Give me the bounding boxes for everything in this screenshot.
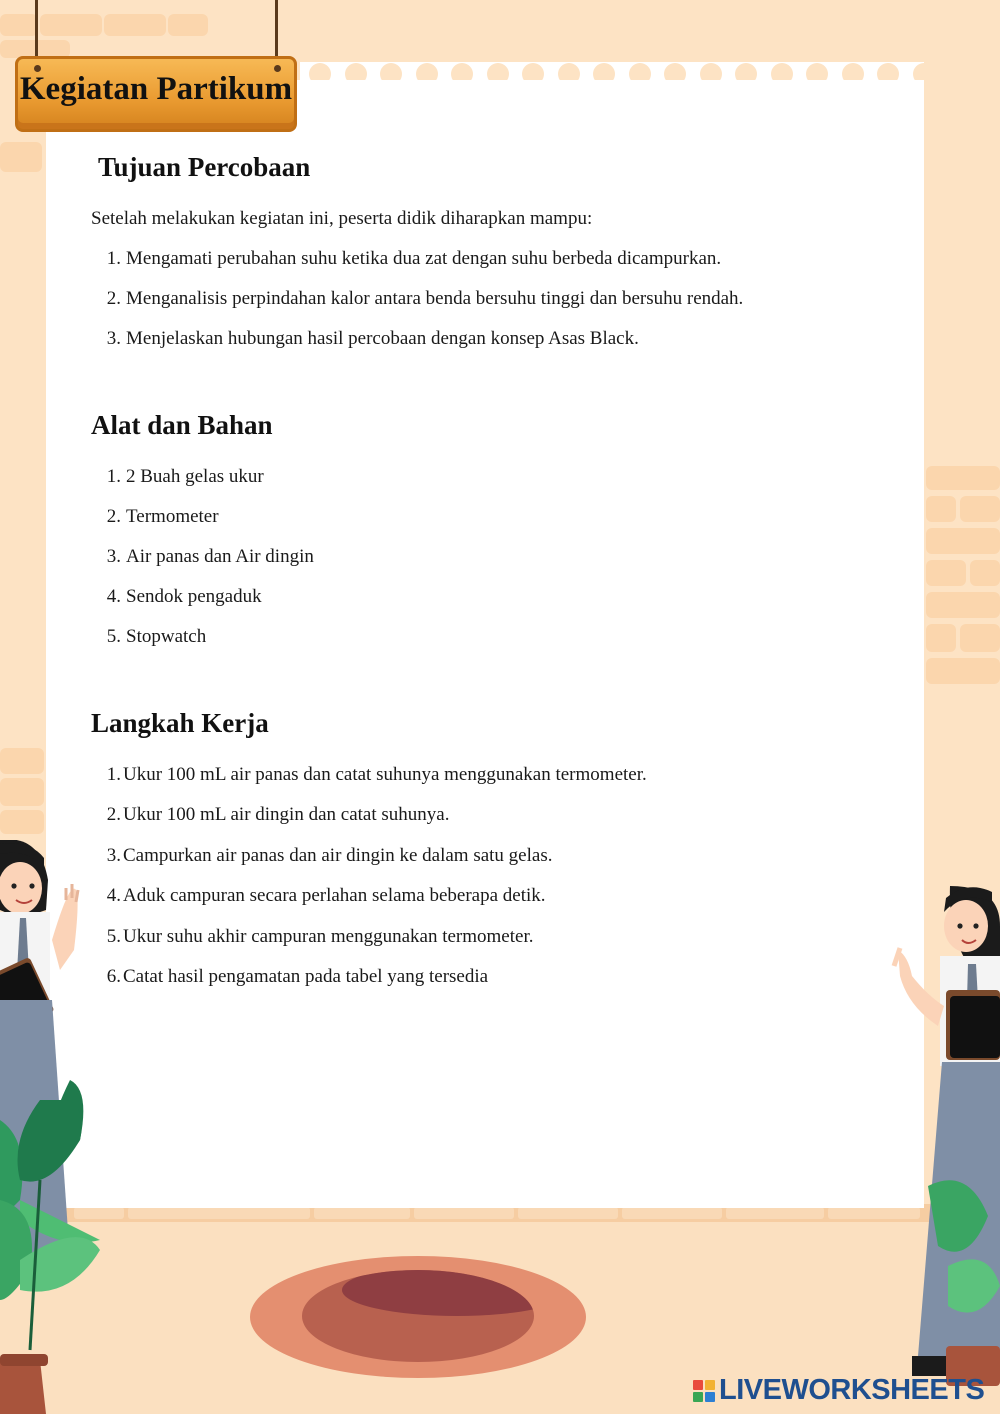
heading-tujuan: Tujuan Percobaan — [98, 152, 311, 182]
list-item: 2. Termometer — [106, 506, 219, 527]
student-right-illustration — [888, 886, 1000, 1386]
sign-rope-left — [35, 0, 38, 64]
liveworksheets-watermark — [693, 1374, 984, 1407]
list-item: 3. Menjelaskan hubungan hasil percobaan dengan konsep Asas Black. — [106, 328, 639, 349]
list-item: 4. Aduk campuran secara perlahan selama beberapa detik. — [106, 885, 546, 906]
list-item: 4. Sendok pengaduk — [106, 586, 262, 607]
title-sign — [15, 56, 297, 132]
list-item: 3. Campurkan air panas dan air dingin ke dalam satu gelas. — [106, 845, 553, 866]
list-item: 5. Stopwatch — [106, 626, 207, 647]
heading-alat-bahan: Alat dan Bahan — [91, 410, 273, 440]
rug-center — [302, 1270, 534, 1362]
list-item: 1. Ukur 100 mL air panas dan catat suhunya menggunakan termometer. — [106, 764, 647, 785]
list-item: 1. Mengamati perubahan suhu ketika dua zat dengan suhu berbeda dicampurkan. — [106, 248, 722, 269]
page-title: Kegiatan Partikum — [19, 71, 293, 107]
list-item: 3. Air panas dan Air dingin — [106, 546, 314, 567]
plant-left-illustration — [0, 1100, 110, 1414]
liveworksheets-logo-icon — [693, 1380, 715, 1402]
list-item: 2. Ukur 100 mL air dingin dan catat suhunya. — [106, 804, 450, 825]
watermark-text: LIVEWORKSHEETS — [719, 1374, 985, 1406]
list-item: 5. Ukur suhu akhir campuran menggunakan termometer. — [106, 926, 534, 947]
list-item: 6. Catat hasil pengamatan pada tabel yang tersedia — [106, 966, 489, 987]
tujuan-intro: Setelah melakukan kegiatan ini, peserta didik diharapkan mampu: — [91, 208, 593, 229]
list-item: 1. 2 Buah gelas ukur — [106, 466, 264, 487]
heading-langkah-kerja: Langkah Kerja — [91, 708, 269, 738]
list-item: 2. Menganalisis perpindahan kalor antara benda bersuhu tinggi dan bersuhu rendah. — [106, 288, 744, 309]
sign-rope-right — [275, 0, 278, 64]
